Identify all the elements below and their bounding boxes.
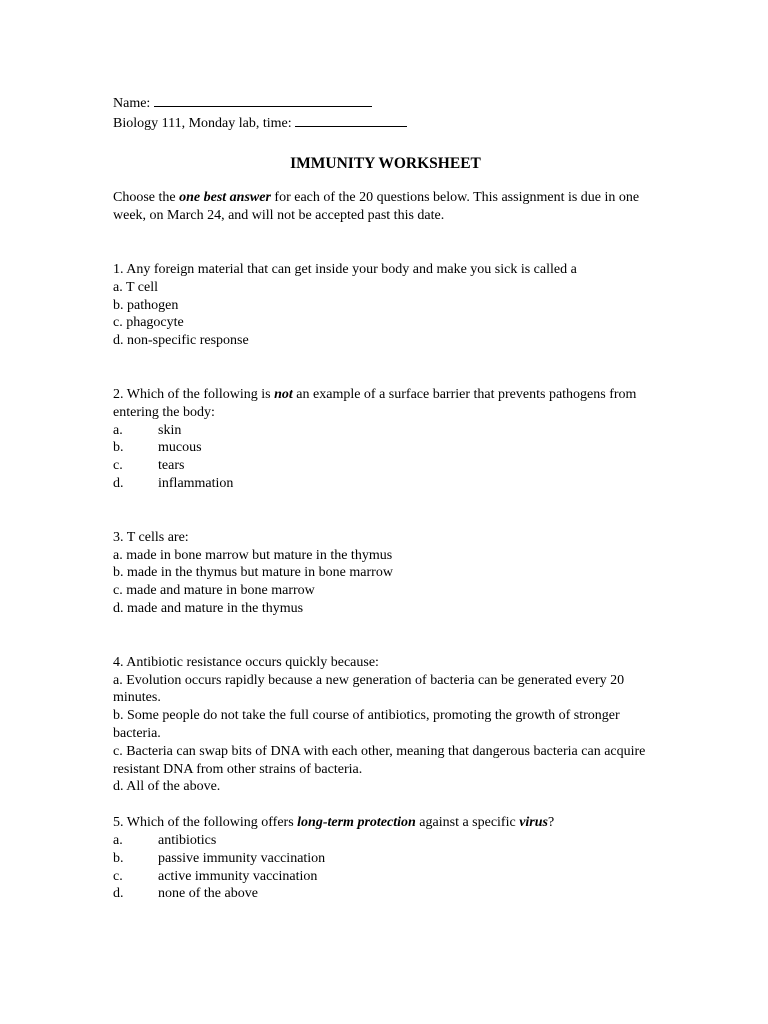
question-1-option-a: a. T cell xyxy=(113,279,158,295)
question-5 xyxy=(113,814,658,903)
question-5-stem: 5. Which of the following offers long-term protection against a specific virus? xyxy=(113,815,555,831)
question-5-emphasis-2: virus xyxy=(519,815,548,831)
question-1 xyxy=(113,261,658,350)
course-line xyxy=(113,113,658,133)
question-2-option-b: b. mucous xyxy=(113,440,202,456)
question-3 xyxy=(113,529,658,618)
question-1-option-d: d. non-specific response xyxy=(113,333,249,349)
question-5-option-d: d. none of the above xyxy=(113,886,258,902)
question-4-option-c: c. Bacteria can swap bits of DNA with each other, meaning that dangerous bacteria can acquire resistant DNA from other strains of bacteria. xyxy=(113,743,646,777)
question-2-emphasis: not xyxy=(274,386,293,402)
name-label: Name: xyxy=(113,96,151,111)
instructions: Choose the one best answer for each of the 20 questions below. This assignment is due in one week, on March 24, and will not be accepted past this date. xyxy=(113,190,640,224)
question-4-option-a: a. Evolution occurs rapidly because a new generation of bacteria can be generated every 20 minutes. xyxy=(113,672,625,706)
time-blank xyxy=(295,113,407,127)
question-3-option-d: d. made and mature in the thymus xyxy=(113,600,304,616)
question-2-stem: 2. Which of the following is not an example of a surface barrier that prevents pathogens from entering the body: xyxy=(113,386,637,420)
worksheet-title: IMMUNITY WORKSHEET xyxy=(290,154,481,172)
question-5-option-b: b. passive immunity vaccination xyxy=(113,850,326,866)
question-1-stem: 1. Any foreign material that can get inside your body and make you sick is called a xyxy=(113,261,577,277)
question-3-option-a: a. made in bone marrow but mature in the thymus xyxy=(113,547,393,563)
question-2-option-d: d. inflammation xyxy=(113,475,234,491)
question-5-option-a: a. antibiotics xyxy=(113,832,217,848)
question-4 xyxy=(113,654,658,796)
question-4-stem: 4. Antibiotic resistance occurs quickly because: xyxy=(113,654,379,670)
question-5-emphasis-1: long-term protection xyxy=(297,815,416,831)
question-1-option-c: c. phagocyte xyxy=(113,315,184,331)
question-2-option-c: c. tears xyxy=(113,458,185,474)
question-5-option-c: c. active immunity vaccination xyxy=(113,868,318,884)
worksheet-content xyxy=(113,93,658,903)
question-3-stem: 3. T cells are: xyxy=(113,529,189,545)
course-label: Biology 111, Monday lab, time: xyxy=(113,115,292,131)
instructions-emphasis: one best answer xyxy=(179,190,271,206)
question-2 xyxy=(113,386,658,493)
question-4-option-b: b. Some people do not take the full course of antibiotics, promoting the growth of stronger bacteria. xyxy=(113,708,620,741)
question-2-option-a: a. skin xyxy=(113,422,182,438)
question-3-option-b: b. made in the thymus but mature in bone marrow xyxy=(113,565,393,581)
name-blank xyxy=(154,93,372,107)
question-4-option-d: d. All of the above. xyxy=(113,779,221,795)
question-3-option-c: c. made and mature in bone marrow xyxy=(113,583,315,599)
question-1-option-b: b. pathogen xyxy=(113,297,179,313)
name-line xyxy=(113,93,658,113)
